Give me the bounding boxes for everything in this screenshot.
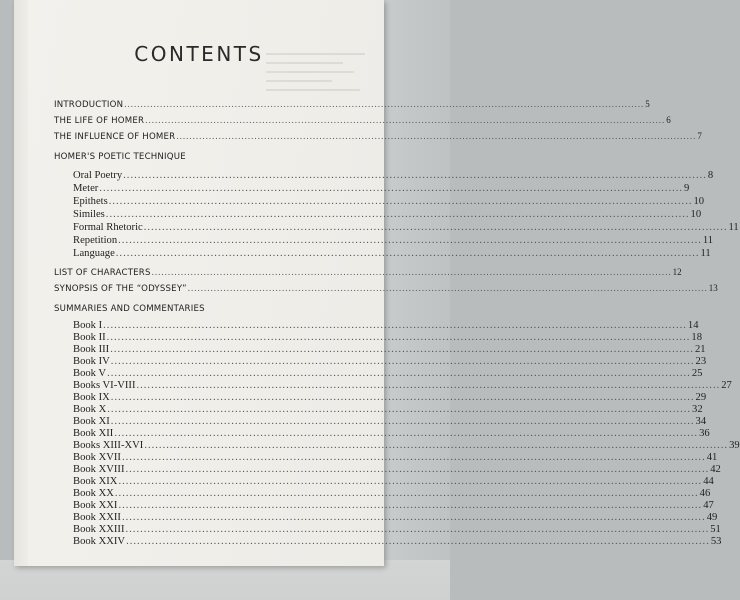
leader-dots: ................................................................................................................................................................ <box>143 222 728 233</box>
leader-dots: ................................................................................................................................................................ <box>107 404 692 415</box>
leader-dots: ................................................................................................................................................................ <box>108 196 693 207</box>
page-number: 6 <box>666 115 671 125</box>
leader-dots: ................................................................................................................................................................ <box>144 440 729 451</box>
technique-entry <box>54 170 714 182</box>
toc-entry-life-of-homer <box>54 114 671 126</box>
leader-dots: ................................................................................................................................................................ <box>187 283 708 293</box>
book-entry <box>54 356 707 368</box>
book-entry <box>54 452 718 464</box>
leader-dots: ................................................................................................................................................................ <box>125 464 710 475</box>
toc-entry-label: Book IV <box>73 356 110 367</box>
leader-dots: ................................................................................................................................................................ <box>126 536 710 547</box>
book-entry <box>54 512 718 524</box>
toc-entry-label: Books XIII-XVI <box>73 440 144 451</box>
page-number: 5 <box>645 99 650 109</box>
book-page <box>14 0 740 566</box>
leader-dots: ................................................................................................................................................................ <box>110 344 694 355</box>
book-entry <box>54 380 732 392</box>
page-number: 8 <box>707 170 714 181</box>
leader-dots: ................................................................................................................................................................ <box>121 512 706 523</box>
toc-entry-label: Book XVIII <box>73 464 125 475</box>
page-number: 51 <box>710 524 721 535</box>
leader-dots: ................................................................................................................................................................ <box>124 99 645 109</box>
technique-entry <box>54 183 690 195</box>
toc-entry-label: Oral Poetry <box>73 170 123 181</box>
toc-entry-label: Book IX <box>73 392 110 403</box>
leader-dots: ................................................................................................................................................................ <box>123 170 707 181</box>
book-entry <box>54 368 703 380</box>
toc-entry-label: Repetition <box>73 235 118 246</box>
book-entry <box>54 404 703 416</box>
page-number: 27 <box>721 380 732 391</box>
page-number: 23 <box>695 356 707 367</box>
leader-dots: ................................................................................................................................................................ <box>103 320 687 331</box>
toc-entry-label: Epithets <box>73 196 108 207</box>
page-number: 25 <box>691 368 703 379</box>
toc-entry-label: Book II <box>73 332 106 343</box>
toc-entry-label: Language <box>73 248 115 259</box>
page-number: 11 <box>728 222 739 233</box>
leader-dots: ................................................................................................................................................................ <box>151 267 672 277</box>
leader-dots: ................................................................................................................................................................ <box>115 248 700 259</box>
technique-entry <box>54 196 705 208</box>
toc-entry-label: Books VI-VIII <box>73 380 136 391</box>
technique-entry <box>54 235 714 247</box>
toc-entry-label: Book XVII <box>73 452 121 463</box>
toc-entry-label: Book XIX <box>73 476 118 487</box>
page-number: 9 <box>684 183 690 194</box>
toc-entry-label: SYNOPSIS OF THE “ODYSSEY” <box>54 284 187 294</box>
leader-dots: ................................................................................................................................................................ <box>118 500 703 511</box>
technique-entry <box>54 248 711 260</box>
page-number: 41 <box>706 452 718 463</box>
toc-entry-synopsis <box>54 282 718 294</box>
page-number: 39 <box>729 440 740 451</box>
page-number: 36 <box>699 428 710 439</box>
table-of-contents <box>54 98 740 548</box>
book-entry <box>54 344 706 356</box>
page-number: 47 <box>703 500 714 511</box>
book-entry <box>54 416 707 428</box>
page-number: 7 <box>697 131 702 141</box>
book-entry <box>54 464 721 476</box>
book-entry <box>54 488 711 500</box>
toc-entry-label: Book V <box>73 368 107 379</box>
toc-entry-label: LIST OF CHARACTERS <box>54 268 151 278</box>
page-number: 32 <box>692 404 703 415</box>
page-binding-edge <box>14 0 28 566</box>
leader-dots: ................................................................................................................................................................ <box>110 416 695 427</box>
toc-entry-label: Book XXIV <box>73 536 126 547</box>
leader-dots: ................................................................................................................................................................ <box>145 115 666 125</box>
page-number: 10 <box>693 196 705 207</box>
technique-entry <box>54 222 739 234</box>
toc-entry-label: Book XI <box>73 416 110 427</box>
leader-dots: ................................................................................................................................................................ <box>136 380 721 391</box>
page-number: 11 <box>702 235 714 246</box>
page-number: 11 <box>700 248 711 259</box>
toc-entry-label: Book X <box>73 404 107 415</box>
toc-entry-label: INTRODUCTION <box>54 100 124 110</box>
technique-entry <box>54 209 702 221</box>
leader-dots: ................................................................................................................................................................ <box>125 524 710 535</box>
toc-entry-label: Book XII <box>73 428 114 439</box>
page-number: 13 <box>708 283 718 293</box>
page-number: 10 <box>690 209 702 220</box>
leader-dots: ................................................................................................................................................................ <box>105 209 690 220</box>
toc-entry-label: THE INFLUENCE OF HOMER <box>54 132 176 142</box>
toc-entry-label: Book XX <box>73 488 114 499</box>
book-entry <box>54 428 710 440</box>
leader-dots: ................................................................................................................................................................ <box>110 392 695 403</box>
book-entry <box>54 320 699 332</box>
leader-dots: ................................................................................................................................................................ <box>99 183 684 194</box>
toc-entry-label: Book I <box>73 320 103 331</box>
book-entry <box>54 500 714 512</box>
leader-dots: ................................................................................................................................................................ <box>110 356 695 367</box>
book-entry <box>54 332 703 344</box>
leader-dots: ................................................................................................................................................................ <box>114 488 699 499</box>
table-surface-bottom <box>0 560 450 600</box>
book-entry <box>54 476 714 488</box>
toc-entry-list-of-characters <box>54 266 682 278</box>
page-title: CONTENTS <box>134 42 264 66</box>
toc-entry-label: Book XXIII <box>73 524 125 535</box>
page-number: 46 <box>699 488 711 499</box>
toc-entry-label: Book XXII <box>73 512 121 523</box>
leader-dots: ................................................................................................................................................................ <box>176 131 697 141</box>
toc-entry-label: THE LIFE OF HOMER <box>54 116 145 126</box>
toc-entry-label: Book III <box>73 344 110 355</box>
toc-entry-introduction <box>54 98 650 110</box>
toc-entry-label: Formal Rhetoric <box>73 222 143 233</box>
book-entry <box>54 440 740 452</box>
leader-dots: ................................................................................................................................................................ <box>114 428 699 439</box>
summaries-heading: SUMMARIES AND COMMENTARIES <box>54 304 205 314</box>
page-number: 29 <box>695 392 707 403</box>
book-entry <box>54 536 722 548</box>
book-entry <box>54 524 721 536</box>
toc-entry-label: Similes <box>73 209 105 220</box>
page-number: 12 <box>672 267 682 277</box>
page-number: 49 <box>706 512 718 523</box>
technique-heading: HOMER'S POETIC TECHNIQUE <box>54 152 186 162</box>
page-number: 53 <box>710 536 722 547</box>
book-entry <box>54 392 707 404</box>
toc-entry-label: Book XXI <box>73 500 118 511</box>
page-number: 44 <box>703 476 714 487</box>
toc-entry-label: Meter <box>73 183 99 194</box>
leader-dots: ................................................................................................................................................................ <box>118 235 702 246</box>
leader-dots: ................................................................................................................................................................ <box>118 476 703 487</box>
page-number: 34 <box>695 416 707 427</box>
leader-dots: ................................................................................................................................................................ <box>106 332 691 343</box>
leader-dots: ................................................................................................................................................................ <box>121 452 706 463</box>
page-number: 14 <box>687 320 699 331</box>
toc-entry-influence-of-homer <box>54 130 702 142</box>
page-number: 21 <box>694 344 706 355</box>
page-number: 42 <box>710 464 721 475</box>
page-number: 18 <box>691 332 703 343</box>
leader-dots: ................................................................................................................................................................ <box>107 368 691 379</box>
